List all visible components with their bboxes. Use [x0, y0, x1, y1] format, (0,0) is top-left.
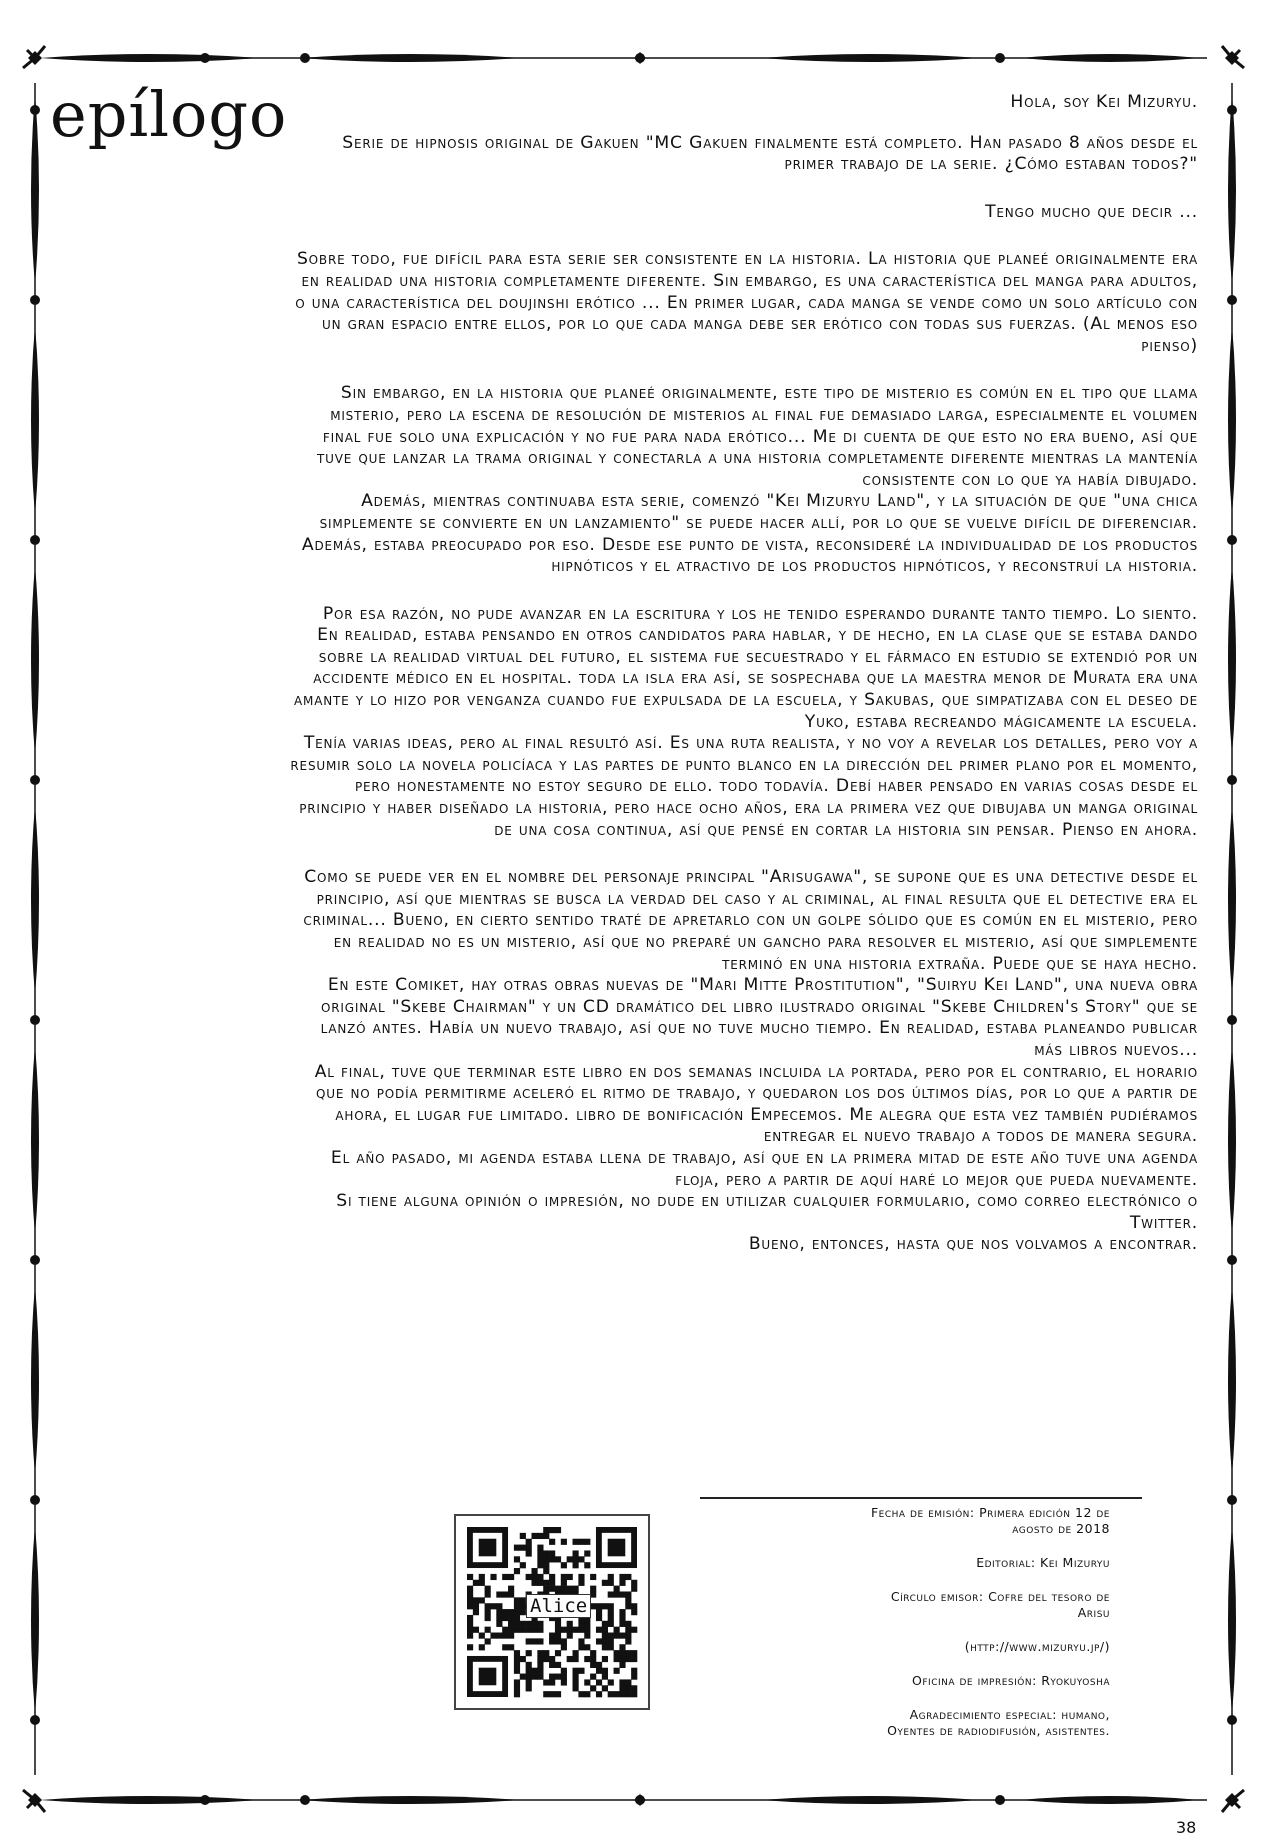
paragraph-6: Por esa razón, no pude avanzar en la escritura y los he tenido esperando durante tanto tiempo. Lo siento. [322, 603, 1198, 624]
paragraph-13: Si tiene alguna opinión o impresión, no dude en utilizar cualquier formulario, como correo electrónico o Twitter. [336, 1191, 1198, 1233]
border-ornament [1227, 775, 1237, 785]
border-ornament [31, 1525, 39, 1715]
border-ornament [31, 1285, 39, 1475]
border-ornament [300, 53, 310, 63]
border-ornament [40, 1796, 260, 1804]
qr-label: Alice [526, 1594, 591, 1618]
colophon-printer: Oficina de impresión: Ryokuyosha [912, 1673, 1110, 1688]
paragraph-3: Sobre todo, fue difícil para esta serie ser consistente en la historia. La historia que planeé originalmente era en realidad una historia completamente diferente. Sin embargo, es una característica del manga para adultos, o una característica del doujinshi erótico ... En primer lugar, cada manga se vende como un solo artículo con un gran espacio entre ellos, por lo que cada manga debe ser erótico con todas sus fuerzas. (Al menos eso pienso) [295, 249, 1198, 356]
border-ornament [1227, 1015, 1237, 1025]
border-ornament [30, 1255, 40, 1265]
border-ornament [200, 53, 210, 63]
border-ornament [31, 565, 39, 755]
border-ornament [30, 1015, 40, 1025]
paragraph-2: Tengo mucho que decir ... [985, 201, 1198, 222]
border-ornament [1228, 1525, 1236, 1715]
border-ornament [1228, 565, 1236, 755]
border-ornament [760, 1796, 980, 1804]
page-number: 38 [1176, 1818, 1197, 1837]
border-ornament [1020, 54, 1200, 62]
colophon [870, 1505, 1110, 1757]
border-ornament [1228, 325, 1236, 515]
greeting-paragraph: Hola, soy Kei Mizuryu. [1010, 92, 1198, 112]
paragraph-1: Serie de hipnosis original de Gakuen "MC Gakuen finalmente está completo. Han pasado 8 años desde el primer trabajo de la serie. ¿Cómo estaban todos?" [342, 132, 1198, 175]
border-ornament [1227, 295, 1237, 305]
border-ornament [1228, 95, 1236, 285]
border-ornament [760, 54, 980, 62]
border-ornament [30, 1715, 40, 1725]
paragraph-10: En este Comiket, hay otras obras nuevas de "Mari Mitte Prostitution", "Suiryu Kei Land", una nueva obra original "Skebe Chairman" y un CD dramático del libro ilustrado original "Skebe Children's Story" que se lanzó antes. Había un nuevo trabajo, así que no tuve mucho tiempo. En realidad, estaba planeando publicar más libros nuevos... [320, 975, 1198, 1060]
border-ornament [30, 1495, 40, 1505]
border-ornament [1228, 1285, 1236, 1475]
border-ornament [200, 1795, 210, 1805]
border-ornament [300, 1795, 310, 1805]
paragraph-9: Como se puede ver en el nombre del personaje principal "Arisugawa", se supone que es una detective desde el principio, así que mientras se busca la verdad del caso y al criminal, al final resulta que el detective era el criminal... Bueno, en cierto sentido traté de apretarlo con un golpe sólido que es común en el misterio, pero en realidad no es un misterio, así que no preparé un gancho para resolver el misterio, así que simplemente terminó en una historia extraña. Puede que se haya hecho. [303, 867, 1198, 974]
border-ornament [1227, 1495, 1237, 1505]
colophon-date: Fecha de emisión: Primera edición 12 de agosto de 2018 [870, 1505, 1110, 1536]
border-ornament [40, 54, 260, 62]
border-ornament [995, 53, 1005, 63]
border-ornament [634, 52, 646, 64]
colophon-url: (http://www.mizuryu.jp/) [964, 1639, 1110, 1654]
border-ornament [634, 1794, 646, 1806]
border-ornament [1227, 105, 1237, 115]
border-ornament [31, 325, 39, 515]
border-ornament [300, 1796, 520, 1804]
paragraph-5: Además, mientras continuaba esta serie, comenzó "Kei Mizuryu Land", y la situación de que "una chica simplemente se convierte en un lanzamiento" se puede hacer allí, por lo que se vuelve difícil de diferenciar. Además, estaba preocupado por eso. Desde ese punto de vista, reconsideré la individualidad de los productos hipnóticos y el atractivo de los productos hipnóticos, y reconstruí la historia. [301, 491, 1198, 577]
paragraph-12: El año pasado, mi agenda estaba llena de trabajo, así que en la primera mitad de este año tuve una agenda floja, pero a partir de aquí haré lo mejor que pueda nuevamente. [330, 1147, 1198, 1190]
border-ornament [1020, 1796, 1200, 1804]
qr-code [454, 1514, 650, 1710]
paragraph-7: En realidad, estaba pensando en otros candidatos para hablar, y de hecho, en la clase que se estaba dando sobre la realidad virtual del futuro, el sistema fue secuestrado y el fármaco en estudio se extendió por un accidente médico en el hospital. toda la isla era así, se sospechaba que la maestra menor de Murata era una amante y lo hizo por venganza cuando fue expulsada de la escuela, y Sakubas, que simpatizaba con el deseo de Yuko, estaba recreando mágicamente la escuela. [294, 625, 1198, 732]
border-ornament [1227, 535, 1237, 545]
border-ornament [1227, 1715, 1237, 1725]
border-ornament [300, 54, 520, 62]
colophon-thanks: Agradecimiento especial: humano, Oyentes de radiodifusión, asistentes. [887, 1707, 1110, 1738]
border-ornament [1227, 1255, 1237, 1265]
colophon-editorial: Editorial: Kei Mizuryu [976, 1555, 1110, 1570]
border-ornament [30, 775, 40, 785]
border-ornament [31, 1045, 39, 1235]
border-ornament [30, 295, 40, 305]
border-ornament [1228, 1045, 1236, 1235]
border-ornament [1228, 805, 1236, 995]
border-ornament [30, 535, 40, 545]
paragraph-8: Tenía varias ideas, pero al final resultó así. Es una ruta realista, y no voy a revelar los detalles, pero voy a resumir solo la novela policíaca y las partes de punto blanco en la dirección del primer plano por el momento, pero honestamente no estoy seguro de ello. todo todavía. Debí haber pensado en varias cosas desde el principio y haber diseñado la historia, pero hace ocho años, era la primera vez que dibujaba un manga original de una cosa continua, así que pensé en cortar la historia sin pensar. Pienso en ahora. [290, 733, 1198, 840]
border-ornament [31, 95, 39, 285]
divider-rule [700, 1497, 1142, 1499]
border-ornament [31, 805, 39, 995]
epilogue-body [290, 92, 1198, 1256]
page-title: epílogo [50, 78, 288, 151]
border-ornament [30, 105, 40, 115]
paragraph-14: Bueno, entonces, hasta que nos volvamos a encontrar. [748, 1234, 1198, 1255]
colophon-circle: Círculo emisor: Cofre del tesoro de Arisu [890, 1589, 1110, 1620]
paragraph-4: Sin embargo, en la historia que planeé originalmente, este tipo de misterio es común en el tipo que llama misterio, pero la escena de resolución de misterios al final fue demasiado larga, especialmente el volumen final fue solo una explicación y no fue para nada erótico... Me di cuenta de que esto no era bueno, así que tuve que lanzar la trama original y conectarla a una historia completamente diferente mientras la mantenía consistente con lo que ya había dibujado. [317, 383, 1198, 490]
border-ornament [995, 1795, 1005, 1805]
paragraph-11: Al final, tuve que terminar este libro en dos semanas incluida la portada, pero por el contrario, el horario que no podía permitirme aceleró el ritmo de trabajo, y quedaron los dos últimos días, por lo que a partir de ahora, el lugar fue limitado. libro de bonificación Empecemos. Me alegra que esta vez también pudiéramos entregar el nuevo trabajo a todos de manera segura. [314, 1061, 1198, 1147]
